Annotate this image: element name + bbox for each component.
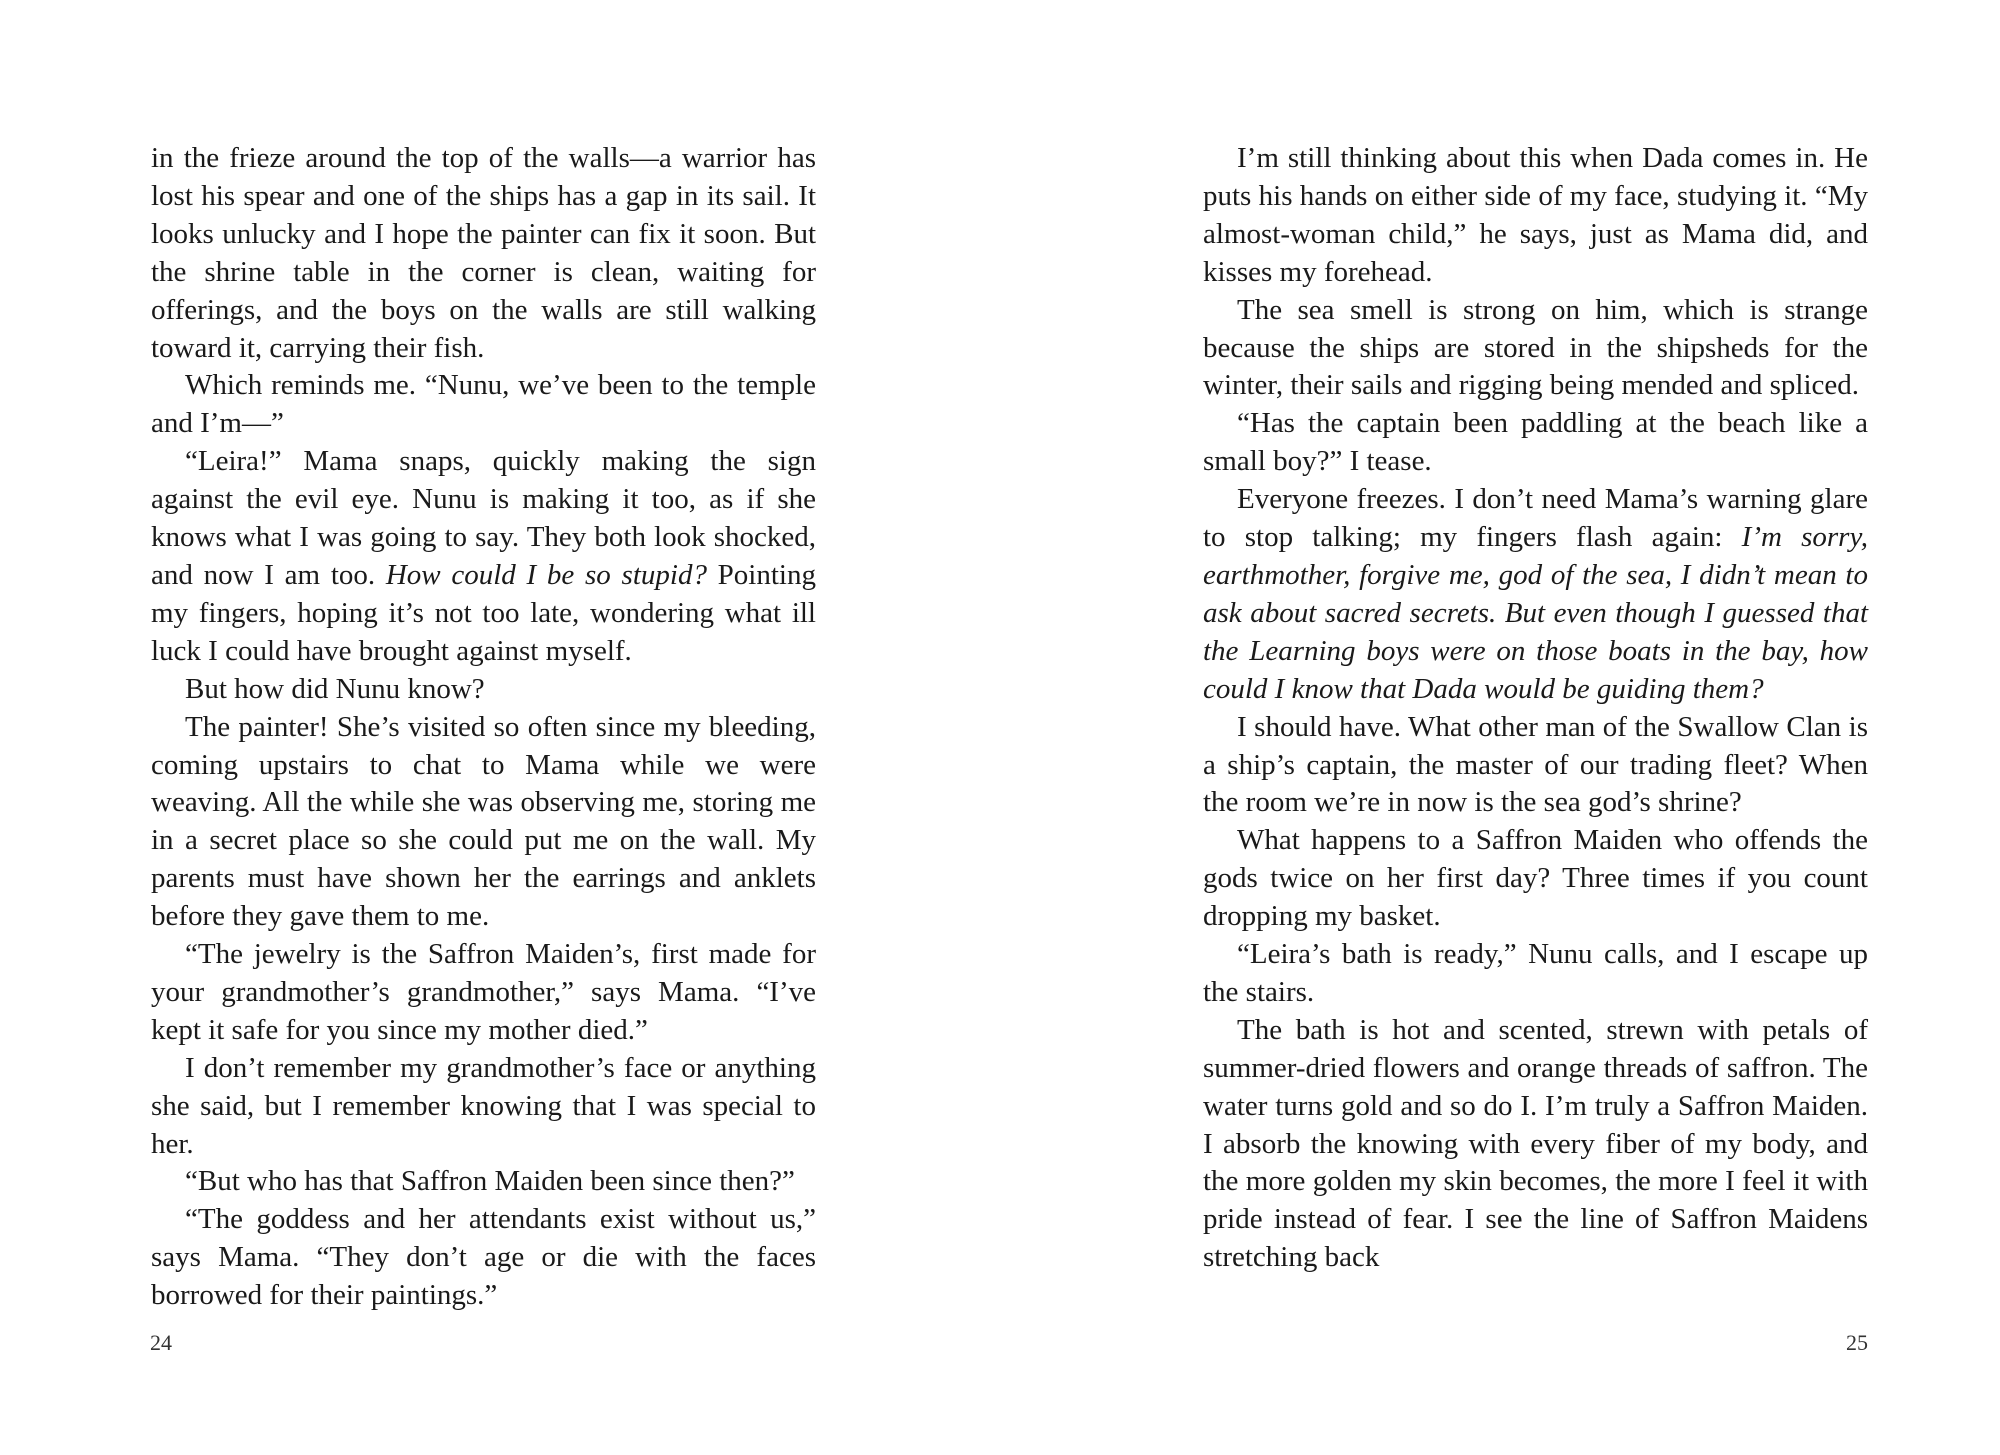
paragraph: I should have. What other man of the Swallow Clan is a ship’s captain, the master of our trading fleet? When the room we’re in now is the sea god’s shrine? [1203, 710, 1868, 819]
paragraph-text: “Leira!” Mama snaps, quickly making the sign against the evil eye. Nunu is making it too, as if she knows what I was going to say. They both look shocked, and now I am too. [151, 445, 816, 591]
paragraph-text: Everyone freezes. I don’t need Mama’s warning glare to stop talking; my fingers flash again: [1203, 483, 1868, 554]
paragraph: “The jewelry is the Saffron Maiden’s, first made for your grandmother’s grandmother,” says Mama. “I’ve kept it safe for you since my mother died.” [151, 938, 816, 1046]
paragraph: “Has the captain been paddling at the beach like a small boy?” I tease. [1203, 407, 1868, 478]
paragraph [151, 443, 816, 670]
paragraph: I’m still thinking about this when Dada comes in. He puts his hands on either side of my face, studying it. “My almost-woman child,” he says, just as Mama did, and kisses my forehead. [1203, 142, 1868, 288]
left-page-text [151, 140, 816, 1315]
paragraph: Which reminds me. “Nunu, we’ve been to the temple and I’m—” [151, 369, 816, 440]
right-page [1000, 0, 2000, 1455]
right-page-text [1203, 140, 1868, 1277]
paragraph: The painter! She’s visited so often since my bleeding, coming upstairs to chat to Mama while we were weaving. All the while she was observing me, storing me in a secret place so she could put me on the wall. My parents must have shown her the earrings and anklets before they gave them to me. [151, 710, 816, 933]
paragraph: I don’t remember my grandmother’s face or anything she said, but I remember knowing that I was special to her. [151, 1051, 816, 1160]
paragraph: But how did Nunu know? [185, 672, 485, 705]
page-number: 24 [150, 1330, 172, 1355]
paragraph-text: Pointing my fingers, hoping it’s not too late, wondering what ill luck I could have brought against myself. [151, 558, 816, 667]
paragraph: What happens to a Saffron Maiden who offends the gods twice on her first day? Three times if you count dropping my basket. [1203, 824, 1868, 933]
paragraph: The bath is hot and scented, strewn with petals of summer-dried flowers and orange threads of saffron. The water turns gold and so do I. I’m truly a Saffron Maiden. I absorb the knowing with every fiber of my body, and the more golden my skin becomes, the more I feel it with pride instead of fear. I see the line of Saffron Maidens stretching back [1203, 1013, 1868, 1274]
paragraph: in the frieze around the top of the walls—a warrior has lost his spear and one of the ships has a gap in its sail. It looks unlucky and I hope the painter can fix it soon. But the shrine table in the corner is clean, waiting for offerings, and the boys on the walls are still walking toward it, carrying their fish. [151, 142, 816, 364]
page-number: 25 [1846, 1330, 1868, 1355]
paragraph: “The goddess and her attendants exist without us,” says Mama. “They don’t age or die with the faces borrowed for their paintings.” [151, 1203, 816, 1312]
paragraph-italic-text: How could I be so stupid? [385, 558, 707, 591]
paragraph-italic-text: I’m sorry, earthmother, forgive me, god of the sea, I didn’t mean to ask about sacred secrets. But even though I guessed that the Learning boys were on those boats in the bay, how could I know that Dada would be guiding them? [1203, 521, 1868, 705]
paragraph: “But who has that Saffron Maiden been since then?” [185, 1165, 795, 1198]
paragraph: The sea smell is strong on him, which is strange because the ships are stored in the shipsheds for the winter, their sails and rigging being mended and spliced. [1203, 293, 1868, 402]
paragraph: “Leira’s bath is ready,” Nunu calls, and I escape up the stairs. [1203, 938, 1868, 1008]
paragraph [1203, 481, 1868, 708]
